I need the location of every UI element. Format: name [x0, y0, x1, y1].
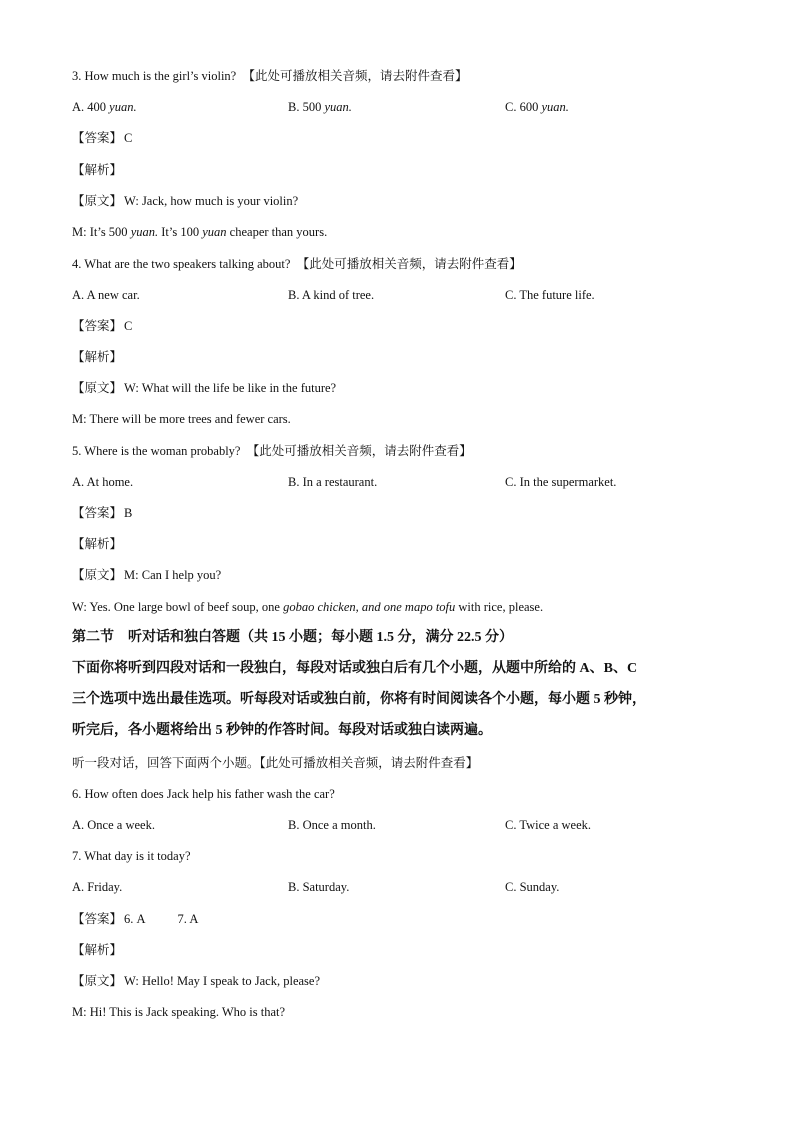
q4-answer: 【答案】 C [72, 319, 133, 333]
q3-option-b: B. 500 yuan. [288, 100, 352, 114]
q4-option-a: A. A new car. [72, 288, 140, 302]
q3-original-m: M: It’s 500 yuan. It’s 100 yuan cheaper than yours. [72, 225, 328, 239]
q5-question [72, 442, 472, 460]
q67-answer: 【答案】 6. A 7. A [72, 912, 199, 926]
q4-option-b: B. A kind of tree. [288, 288, 375, 302]
q5-option-a: A. At home. [72, 475, 134, 489]
q3-audio-note[interactable]: 【此处可播放相关音频，请去附件查看】 [242, 69, 468, 83]
q3-question [72, 67, 468, 85]
q4-original-w: 【原文】 W: What will the life be like in the future? [72, 381, 337, 395]
q4-analysis: 【解析】 [72, 350, 123, 364]
q5-answer: 【答案】 B [72, 506, 133, 520]
q4-original-m: M: There will be more trees and fewer cars. [72, 412, 291, 426]
q5-option-c: C. In the supermarket. [505, 475, 617, 489]
q3-option-a: A. 400 yuan. [72, 100, 137, 114]
q5-analysis: 【解析】 [72, 537, 123, 551]
q7-question: 7. What day is it today? [72, 849, 191, 863]
q4-question [72, 255, 522, 273]
q3-analysis: 【解析】 [72, 163, 123, 177]
q7-option-b: B. Saturday. [288, 880, 350, 894]
section2-instruction-2: 三个选项中选出最佳选项。听每段对话或独白前，你将有时间阅读各个小题，每小题 5 秒钟， [72, 692, 646, 707]
q3-option-c: C. 600 yuan. [505, 100, 569, 114]
q7-option-c: C. Sunday. [505, 880, 560, 894]
dialog-intro[interactable]: 听一段对话，回答下面两个小题。【此处可播放相关音频，请去附件查看】 [72, 756, 479, 770]
q4-audio-note[interactable]: 【此处可播放相关音频，请去附件查看】 [296, 257, 522, 271]
q5-original-w: W: Yes. One large bowl of beef soup, one gobao chicken, and one mapo tofu with rice, please. [72, 600, 544, 614]
q3-original-w: 【原文】 W: Jack, how much is your violin? [72, 194, 299, 208]
q3-answer: 【答案】 C [72, 131, 133, 145]
q5-question-text: 5. Where is the woman probably? [72, 444, 241, 458]
q6-option-b: B. Once a month. [288, 818, 376, 832]
q67-original-w: 【原文】 W: Hello! May I speak to Jack, please? [72, 974, 321, 988]
q6-option-a: A. Once a week. [72, 818, 155, 832]
q7-option-a: A. Friday. [72, 880, 123, 894]
q67-analysis: 【解析】 [72, 943, 123, 957]
q67-original-m: M: Hi! This is Jack speaking. Who is that? [72, 1005, 286, 1019]
section2-title: 第二节 听对话和独白答题（共 15 小题；每小题 1.5 分，满分 22.5 分） [72, 630, 513, 645]
q5-audio-note[interactable]: 【此处可播放相关音频，请去附件查看】 [246, 444, 472, 458]
q6-option-c: C. Twice a week. [505, 818, 592, 832]
section2-instruction-3: 听完后，各小题将给出 5 秒钟的作答时间。每段对话或独白读两遍。 [72, 723, 492, 738]
q6-question: 6. How often does Jack help his father wash the car? [72, 787, 335, 801]
q5-original-m: 【原文】 M: Can I help you? [72, 568, 222, 582]
q5-option-b: B. In a restaurant. [288, 475, 378, 489]
q4-option-c: C. The future life. [505, 288, 595, 302]
q3-question-text: 3. How much is the girl’s violin? [72, 69, 237, 83]
section2-instruction-1: 下面你将听到四段对话和一段独白，每段对话或独白后有几个小题，从题中所给的 A、B、C [72, 661, 638, 676]
q4-question-text: 4. What are the two speakers talking about? [72, 257, 291, 271]
